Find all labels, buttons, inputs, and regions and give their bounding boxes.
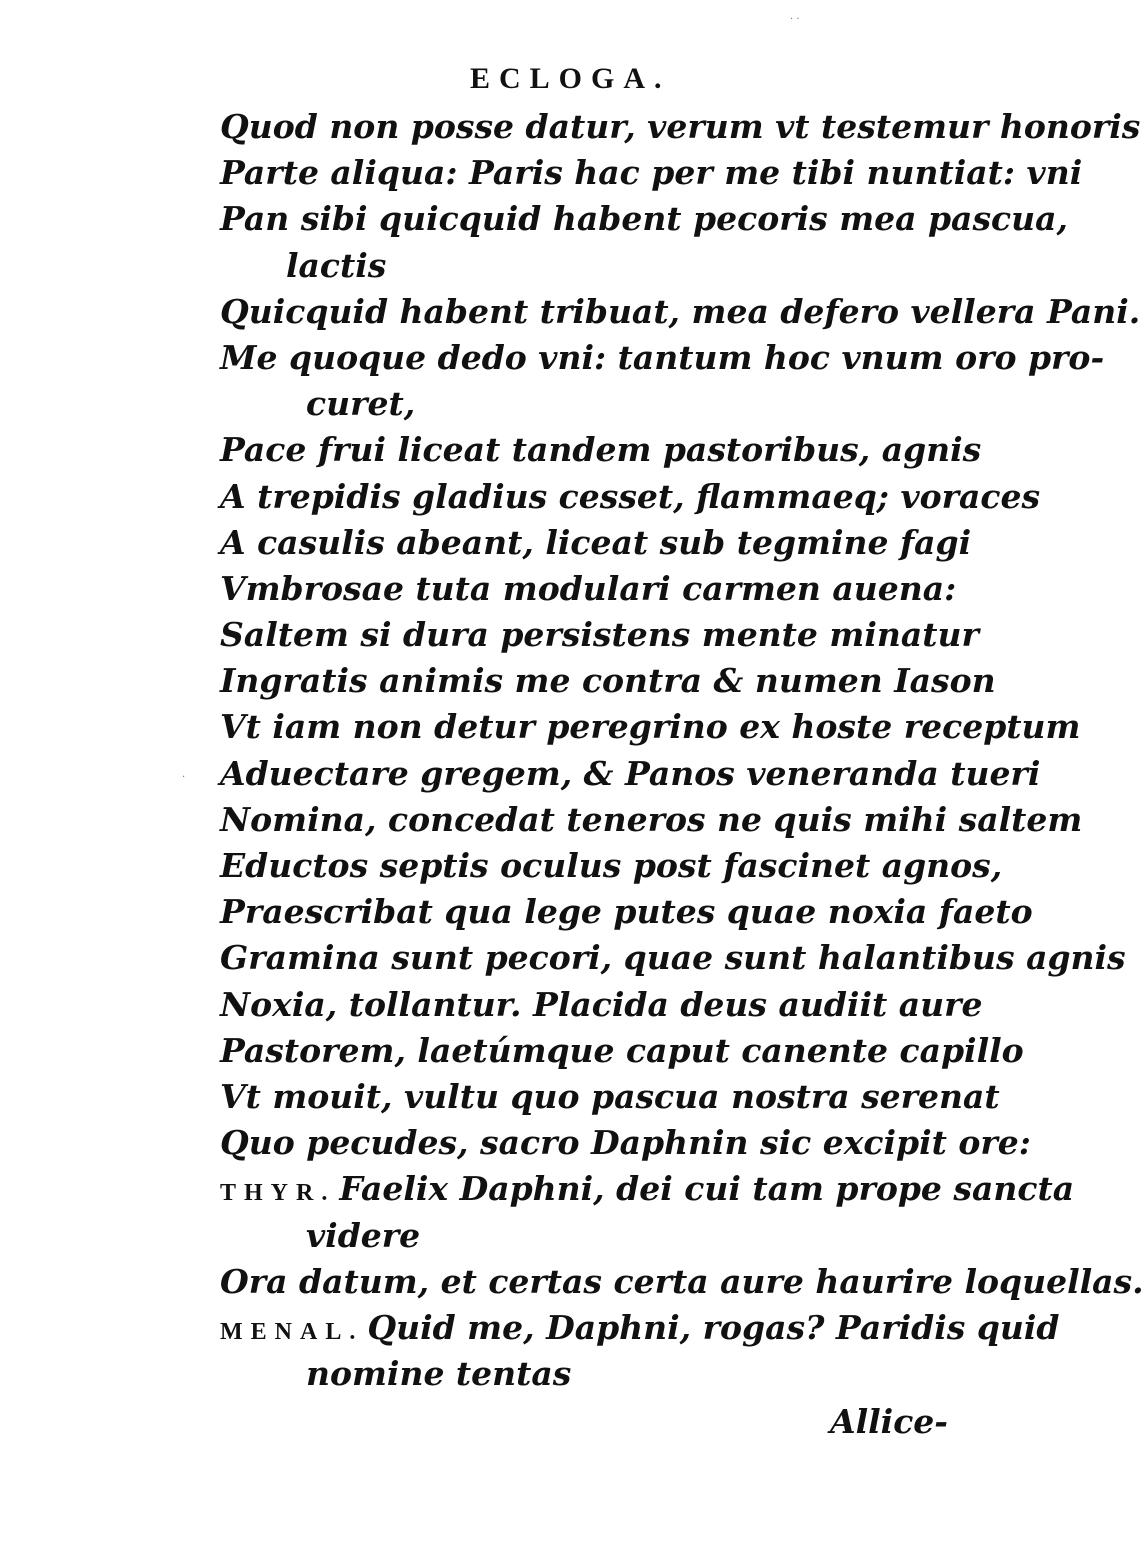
verse-line: Ingratis animis me contra & numen Iason xyxy=(220,661,996,701)
page-speck: · xyxy=(182,772,186,783)
verse-line: Nomina, concedat teneros ne quis mihi saltem xyxy=(220,799,1083,839)
verse-line: Ora datum, et certas certa aure haurire loquellas. xyxy=(220,1261,1144,1301)
running-head: ECLOGA. xyxy=(470,62,671,95)
speaker-line-thyr xyxy=(220,1166,1075,1212)
speaker-label-menal: MENAL. xyxy=(220,1318,364,1345)
verse-line: Me quoque dedo vni: tantum hoc vnum oro pro- xyxy=(220,337,1105,377)
verse-line: Noxia, tollantur. Placida deus audiit aure xyxy=(220,984,983,1024)
verse-text: Quid me, Daphni, rogas? Paridis quid xyxy=(367,1307,1060,1347)
verse-line: Aduectare gregem, & Panos veneranda tueri xyxy=(220,753,1041,793)
verse-line: Quicquid habent tribuat, mea defero vellera Pani. xyxy=(220,291,1141,331)
speaker-line-menal xyxy=(220,1305,1060,1351)
verse-line: Pan sibi quicquid habent pecoris mea pascua, xyxy=(220,199,1068,239)
verse-line: A trepidis gladius cesset, flammaeq; voraces xyxy=(220,476,1041,516)
verse-line: Vt iam non detur peregrino ex hoste receptum xyxy=(220,707,1081,747)
verse-line: Quo pecudes, sacro Daphnin sic excipit ore: xyxy=(220,1123,1031,1163)
speaker-label-thyr: THYR. xyxy=(220,1180,336,1207)
verse-line: Vmbrosae tuta modulari carmen auena: xyxy=(220,568,957,608)
verse-line: Parte aliqua: Paris hac per me tibi nuntiat: vni xyxy=(220,153,1083,193)
page-speck: · · xyxy=(790,14,800,25)
verse-line: A casulis abeant, liceat sub tegmine fagi xyxy=(220,522,972,562)
verse-text: Faelix Daphni, dei cui tam prope sancta xyxy=(339,1169,1075,1209)
verse-line-continuation: videre xyxy=(306,1215,421,1255)
verse-line: Gramina sunt pecori, quae sunt halantibus agnis xyxy=(220,938,1126,978)
verse-line-continuation: nomine tentas xyxy=(306,1354,572,1394)
verse-line: Praescribat qua lege putes quae noxia faeto xyxy=(220,892,1033,932)
verse-block xyxy=(220,104,1144,1397)
catchword: Allice- xyxy=(830,1402,948,1441)
verse-line: Pace frui liceat tandem pastoribus, agnis xyxy=(220,430,982,470)
verse-line-continuation: lactis xyxy=(286,245,387,285)
verse-line: Eductos septis oculus post fascinet agnos, xyxy=(220,846,1003,885)
verse-line: Vt mouit, vultu quo pascua nostra serenat xyxy=(220,1076,1000,1116)
verse-line-continuation: curet, xyxy=(306,384,416,424)
verse-line: Quod non posse datur, verum vt testemur honoris xyxy=(220,107,1141,146)
verse-line: Pastorem, laetúmque caput canente capillo xyxy=(220,1030,1024,1070)
verse-line: Saltem si dura persistens mente minatur xyxy=(220,615,979,655)
